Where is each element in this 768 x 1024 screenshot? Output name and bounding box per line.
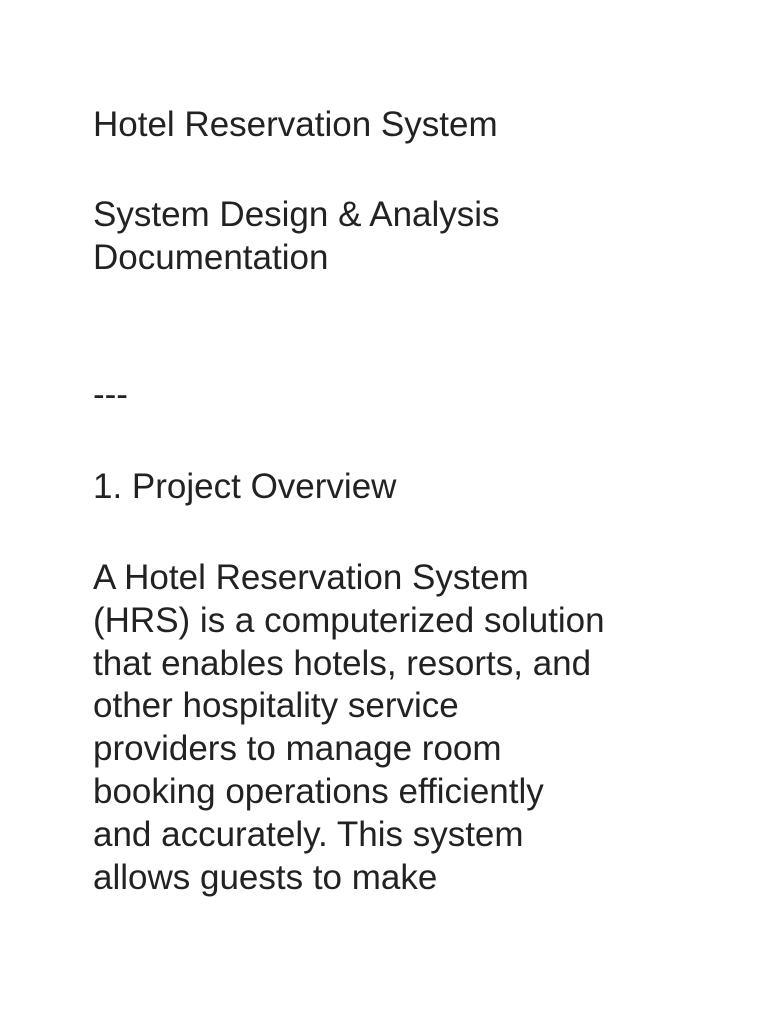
overview-paragraph (93, 557, 693, 899)
paragraph-line: other hospitality service (93, 686, 459, 726)
paragraph-line: booking operations efficiently (93, 771, 544, 811)
paragraph-line: (HRS) is a computerized solution (93, 600, 605, 640)
section-heading: 1. Project Overview (93, 467, 397, 506)
paragraph-line: that enables hotels, resorts, and (93, 643, 592, 683)
document-subtitle (93, 194, 500, 280)
paragraph-line: A Hotel Reservation System (93, 558, 529, 597)
subtitle-line: Documentation (93, 237, 329, 277)
paragraph-line: and accurately. This system (93, 814, 524, 854)
subtitle-line: System Design & Analysis (93, 195, 500, 234)
paragraph-line: allows guests to make (93, 857, 438, 897)
section-separator: --- (93, 375, 128, 414)
document-title: Hotel Reservation System (93, 105, 498, 144)
paragraph-line: providers to manage room (93, 729, 502, 769)
